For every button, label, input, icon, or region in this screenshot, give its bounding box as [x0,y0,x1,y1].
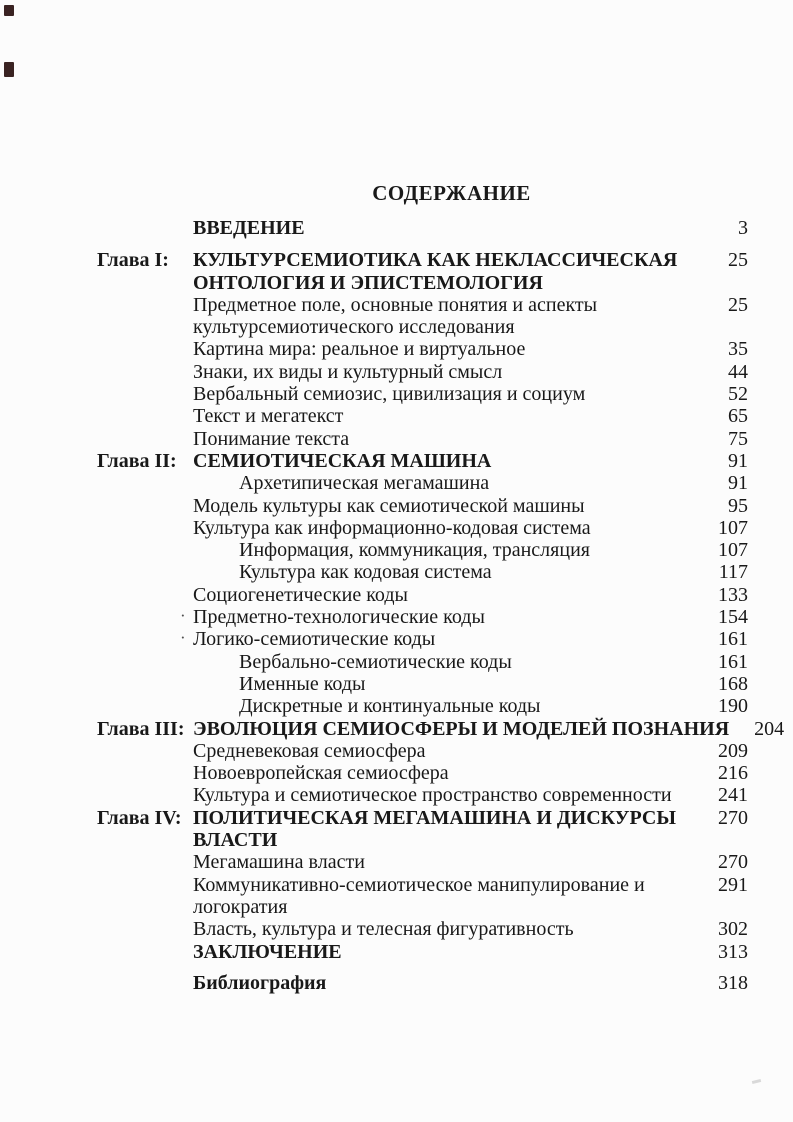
toc-page-number: 3 [738,217,748,239]
toc-entry [97,695,748,717]
toc-entry-line: Новоевропейская семиосфера [193,762,449,785]
chapter-label [97,405,193,427]
toc-entry-line: Власть, культура и телесная фигуративность [193,918,574,941]
chapter-label [97,941,193,963]
toc-entry-text [193,740,693,762]
toc-entry-line: Социогенетические коды [193,583,408,606]
toc-entry-text [193,495,693,517]
toc-page-number: 91 [728,449,748,472]
toc-entry-line: логократия [193,895,288,918]
toc-entry [97,851,748,873]
chapter-label [97,338,193,360]
toc-entry-line: ОНТОЛОГИЯ И ЭПИСТЕМОЛОГИЯ [193,271,543,294]
toc-page-number: 313 [718,940,748,963]
toc-entry [97,628,748,650]
chapter-label [97,918,193,940]
toc-entry-text [193,651,693,673]
toc-entry [97,561,748,583]
toc-page-number: 154 [718,606,748,629]
toc-entry-text [193,472,693,494]
toc-entry-text [180,606,693,629]
chapter-label [97,874,193,919]
toc-entry-line: Понимание текста [193,427,350,450]
toc-entry-line: культурсемиотического исследования [193,316,515,339]
toc-page-number: 44 [728,360,748,383]
toc-entry [97,383,748,405]
chapter-label [97,651,193,673]
chapter-label [97,495,193,517]
toc-entry-line: Вербально-семиотические коды [239,650,512,673]
toc-page-number: 241 [718,784,748,807]
toc-entry [97,539,748,561]
toc-entry-line: Культура и семиотическое пространство современности [193,784,672,807]
toc-entry [97,807,748,852]
toc-entry-text [193,584,693,606]
toc-entry-line: Предметное поле, основные понятия и аспекты [193,293,598,316]
chapter-label [97,428,193,450]
toc-entry-text [193,784,693,806]
toc-entry-text [193,539,693,561]
chapter-label [97,539,193,561]
chapter-label [97,517,193,539]
toc-page-number: 270 [718,806,748,829]
toc-entry [97,495,748,517]
toc-entry-text [193,338,693,360]
toc-entry [97,450,748,472]
toc-entry [97,517,748,539]
toc-entry [97,874,748,919]
toc-page-number: 91 [728,472,748,495]
toc-entry-text [193,561,693,583]
chapter-label [97,584,193,606]
toc-page-number: 25 [728,293,748,316]
toc-entry-text [193,762,693,784]
toc-entry-text [193,517,693,539]
toc-page-number: 35 [728,338,748,361]
scan-mark-artifact [4,62,14,77]
toc-entry-line: Мегамашина власти [193,851,365,874]
toc-entry [97,972,748,994]
chapter-label [97,472,193,494]
toc-entry-text [193,217,693,239]
chapter-label [97,606,193,628]
toc-entry-line: Информация, коммуникация, трансляция [239,539,590,562]
toc-entry-text [193,874,693,919]
chapter-label [97,972,193,994]
toc-entry [97,918,748,940]
chapter-label [97,762,193,784]
toc-entry [97,428,748,450]
toc-page-number: 107 [718,539,748,562]
toc-page-number: 168 [718,672,748,695]
chapter-label [97,628,193,650]
toc-page-number: 302 [718,918,748,941]
chapter-label [97,294,193,339]
toc-entry-text [193,695,693,717]
toc-page-number: 133 [718,583,748,606]
toc-page-number: 216 [718,762,748,785]
page-title: СОДЕРЖАНИЕ [372,181,531,205]
toc-entry [97,717,785,740]
toc-entry-line: · Логико-семиотические коды [180,628,436,651]
toc-entry-text [193,918,693,940]
toc-entry-line: Культура как кодовая система [239,561,492,584]
toc-entry-line: Культура как информационно-кодовая система [193,516,591,539]
toc-entry-line: Коммуникативно-семиотическое манипулирование и [193,873,645,896]
toc-entry [97,338,748,360]
toc-entry [97,784,748,806]
toc-entry-line: ПОЛИТИЧЕСКАЯ МЕГАМАШИНА И ДИСКУРСЫ [193,806,677,829]
toc-entry-line: ЭВОЛЮЦИЯ СЕМИОСФЕРЫ И МОДЕЛЕЙ ПОЗНАНИЯ [193,717,730,740]
toc-entries [97,217,785,994]
scan-dot-artifact: · [180,628,186,648]
toc-entry [97,606,748,628]
scan-mark-artifact [4,5,14,16]
chapter-label [97,217,193,239]
toc-entry-line: СЕМИОТИЧЕСКАЯ МАШИНА [193,449,492,472]
toc-entry [97,361,748,383]
scan-dot-artifact: · [180,606,186,626]
toc-entry [97,673,748,695]
toc-page-number: 95 [728,494,748,517]
toc-entry-line: Средневековая семиосфера [193,739,426,762]
toc-page-number: 161 [718,628,748,651]
toc-entry [97,584,748,606]
chapter-label: Глава I: [97,249,169,272]
toc-page-number: 107 [718,516,748,539]
chapter-label [97,740,193,762]
toc-entry-line: · Предметно-технологические коды [180,606,485,629]
toc-entry-line: Картина мира: реальное и виртуальное [193,338,526,361]
chapter-label: Глава II: [97,449,177,472]
toc-entry-text [193,673,693,695]
toc-page-number: 291 [718,873,748,896]
toc-page-number: 75 [728,427,748,450]
toc-entry-line: Библиография [193,971,327,994]
toc-page-number: 117 [718,561,748,584]
toc-entry-text [193,718,729,740]
toc-entry-line: КУЛЬТУРСЕМИОТИКА КАК НЕКЛАССИЧЕСКАЯ [193,249,678,272]
toc-page-number: 52 [728,383,748,406]
toc-entry-line: Именные коды [239,672,366,695]
toc-page-number: 270 [718,851,748,874]
toc-entry [97,249,748,294]
toc-entry-line: Вербальный семиозис, цивилизация и социум [193,383,586,406]
scan-speck-artifact [752,1079,761,1084]
toc-entry [97,472,748,494]
toc-page-number: 209 [718,739,748,762]
chapter-label [97,561,193,583]
toc-entry-text [193,428,693,450]
toc-entry-text [193,361,693,383]
toc-entry-line: Дискретные и континуальные коды [239,695,541,718]
toc-entry-text [180,628,693,651]
toc-entry-text [193,851,693,873]
toc-entry-line: ЗАКЛЮЧЕНИЕ [193,940,342,963]
toc-entry-line: Текст и мегатекст [193,405,344,428]
chapter-label [97,361,193,383]
toc-entry-text [193,294,693,339]
chapter-label [97,695,193,717]
toc-page-number: 161 [718,650,748,673]
chapter-label [97,383,193,405]
toc-page-number: 318 [718,971,748,994]
toc-entry-line: ВВЕДЕНИЕ [193,217,305,239]
toc-entry [97,762,748,784]
toc-entry-text [193,249,693,294]
toc-entry-line: Знаки, их виды и культурный смысл [193,360,503,383]
toc-page-number: 190 [718,695,748,718]
toc-entry [97,651,748,673]
toc-entry-text [193,405,693,427]
toc-entry [97,740,748,762]
toc-entry [97,294,748,339]
chapter-label: Глава IV: [97,806,182,829]
toc-entry [97,217,748,239]
toc-entry-line: Архетипическая мегамашина [239,472,490,495]
toc-entry-text [193,972,693,994]
toc-entry-line: Модель культуры как семиотической машины [193,494,585,517]
toc-entry [97,941,748,963]
toc-page-number: 25 [728,249,748,272]
chapter-label [97,673,193,695]
toc-page-number: 65 [728,405,748,428]
toc-entry-text [193,383,693,405]
toc-entry [97,405,748,427]
toc-entry-text [193,450,693,472]
toc-entry-line: ВЛАСТИ [193,829,278,852]
toc-entry-text [193,807,693,852]
chapter-label: Глава III: [97,717,185,740]
chapter-label [97,851,193,873]
chapter-label [97,784,193,806]
toc-page-number: 204 [754,717,785,740]
toc-entry-text [193,941,693,963]
